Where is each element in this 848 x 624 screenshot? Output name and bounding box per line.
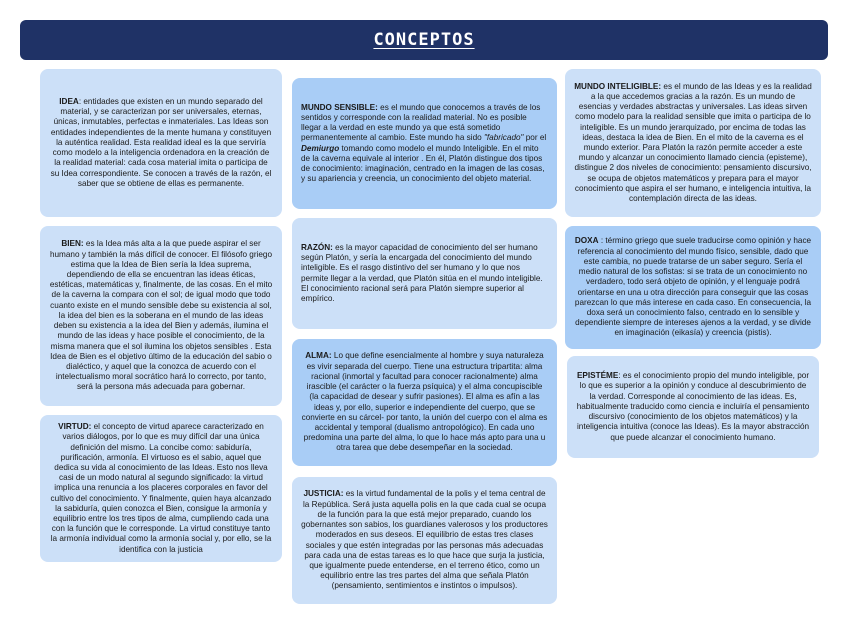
card-razon-body: es la mayor capacidad de conocimiento del ser humano según Platón, y sería la encargada del conocimiento del mundo inteligible. Es el rasgo distintivo del ser humano y lo que nos permite llegar a la verdad, que Platón sitúa en el mundo inteligible. El conocimiento racional será para Platón siempre superior al empírico.: [301, 242, 543, 303]
card-mundo-inteligible-body: es el mundo de las Ideas y es la realidad a la que accedemos gracias a la razón. Es un mundo de esencias y verdades abstractas y universales. Las ideas sirven como modelo para la realidad sensible que imita o participa de lo inteligible. Es un mundo jerarquizado, por encima de todas las ideas, destaca la idea de Bien. En el mito de la caverna es el mundo exterior. Para Platón la razón permite acceder a este mundo y alcanzar un conocimiento llamado ciencia (episteme), distingue 2 dos niveles de conocimiento: pensamiento discursivo, se ocupa de objetos matemáticos y prepara para el mayor conocimiento que aspira el ser humano, e inteligencia intuitiva, la contemplación directa de las ideas.: [574, 81, 812, 204]
card-virtud-text: [49, 422, 273, 555]
card-virtud: [40, 415, 282, 562]
card-virtud-body: el concepto de virtud aparece caracterizado en varios diálogos, por lo que es muy difícil dar una única definición del mismo. La concibe como: sabiduría, purificación, armonía. El virtuoso es el sabio, aquel que dedica su vida al conocimiento de las Ideas. Esto nos lleva casi de un modo natural al segundo significado: la virtud implica una renuncia a los placeres corporales en favor del cultivo del conocimiento. Y finalmente, quien haya alcanzado la sabiduría, quien conozca el Bien, consigue la armonía y equilibrio entre los tres tipos de alma, cumpliendo cada una con la función que le corresponde. La virtud constituye tanto la armonía individual como la armonía social y, por ello, se la identifica con la justicia: [50, 422, 272, 554]
card-mundo-inteligible-text: [574, 82, 812, 204]
card-idea: [40, 69, 282, 217]
card-doxa: [565, 226, 821, 349]
card-alma: [292, 339, 557, 466]
card-razon: [292, 218, 557, 329]
card-razon-text: [301, 243, 548, 304]
card-doxa-text: [574, 236, 812, 338]
card-mundo-sensible-body-b: "fabricado": [483, 133, 524, 143]
card-bien-term: BIEN:: [61, 239, 84, 249]
card-mundo-inteligible-term: MUNDO INTELIGIBLE:: [574, 81, 662, 91]
card-bien-text: [49, 239, 273, 392]
card-justicia: [292, 477, 557, 604]
card-mundo-sensible-body-a: es el mundo que conocemos a través de los sentidos y corresponde con la realidad material. No es posible llegar a la verdad en este mundo ya que está sometido permanentemente al cambio. Este mundo ha sido: [301, 102, 541, 143]
card-alma-body: Lo que define esencialmente al hombre y suya naturaleza es vivir separada del cuerpo. Tiene una estructura tripartita: alma racional (inmortal y facultad para conocer racionalmente) alma irascible (el carácter o la fuerza psíquica) y el alma concupiscible (la capacidad de desear y sufrir pasiones). El alma es afín a las ideas y, por ello, superior e independiente del cuerpo, que se convierte en su cárcel- por tanto, la unión del cuerpo con el alma es accidental y temporal (dualismo antropológico). En cada uno predomina una parte del alma, lo que lo hace más apto para una u otra tarea que debe desempeñar en la sociedad.: [301, 351, 548, 453]
card-justicia-term: JUSTICIA:: [303, 489, 344, 499]
card-mundo-sensible-term: MUNDO SENSIBLE:: [301, 102, 378, 112]
card-alma-text: [301, 351, 548, 453]
card-episteme-body: : es el conocimiento propio del mundo inteligible, por lo que es superior a la opinión y conduce al descubrimiento de la verdad. Corresponde al conocimiento de las ideas. Es, habitualmente traducido como ciencia e incluiría el pensamiento discursivo (conocimiento de los objetos matemáticos) y la inteligencia intuitiva (conoce las Ideas). Es la mayor abstracción que puede alcanzar el conocimiento humano.: [576, 371, 810, 442]
card-bien: [40, 226, 282, 406]
card-idea-text: [49, 97, 273, 189]
card-alma-term: ALMA:: [305, 351, 332, 361]
card-idea-body: : entidades que existen en un mundo separado del material, y se caracterizan por ser universales, eternas, únicas, inmutables, perfectas e inmateriales. Las Ideas son entidades independientes de la mente humana y constituyen la auténtica realidad. Esta realidad ideal es la que serviría como modelo a la inteligencia ordenadora en la creación de la realidad material: cada cosa material imita o participa de su Idea correspondiente. Se conocen a través de la razón, el saber que se obtiene de ellas es permanente.: [50, 97, 272, 188]
card-mundo-sensible: [292, 78, 557, 209]
card-doxa-term: DOXA: [574, 236, 599, 246]
card-mundo-sensible-body-d: Demiurgo: [301, 143, 340, 153]
card-episteme: [567, 356, 819, 458]
card-episteme-term: EPISTÉME: [576, 371, 619, 381]
page-header: [20, 20, 828, 60]
card-doxa-body: : término griego que suele traducirse como opinión y hace referencia al conocimiento del mundo físico, sensible, dado que este cambia, no puede tratarse de un saber seguro. Sería el medio natural de los sofistas: si se trata de un conocimiento no verdadero, todo será objeto de opinión, y el lenguaje podrá orientarse en una u otra dirección para conseguir que las cosas parezcan lo que más interese en cada caso. En consecuencia, la doxa será un conocimiento falso, centrado en lo sensible y dependiente siempre de intereses ajenos a la verdad, y se divide en imaginación (eikasía) y creencia (pistis).: [574, 236, 812, 338]
card-mundo-sensible-body-c: por el: [523, 133, 547, 143]
card-mundo-sensible-text: [301, 103, 548, 185]
card-razon-term: RAZÓN:: [301, 242, 333, 252]
card-idea-term: IDEA: [59, 97, 79, 107]
card-mundo-inteligible: [565, 69, 821, 217]
card-bien-body: es la Idea más alta a la que puede aspirar el ser humano y también la más difícil de conocer. El filósofo griego estima que la Idea de Bien sería la Idea suprema, dependiendo de ella se encuentran las ideas éticas, estéticas, matemáticas y, finalmente, de las cosas. En el mito de la caverna la compara con el sol; de igual modo que todo cuanto existe en el mundo sensible debe su existencia al sol, la idea del bien es la soberana en el mundo de las ideas deben su existencia a la idea del Bien y además, ilumina el mundo de las ideas y hace posible el conocimiento, de la misma manera que el sol ilumina los objetos sensibles . Esta Idea de Bien es el objetivo último de la educación del sabio o dialéctico, y aquel que la conozca de acuerdo con el intelectualismo moral socrático hará lo correcto, por tanto, será la persona más adecuada para gobernar.: [49, 239, 273, 392]
card-virtud-term: VIRTUD:: [58, 422, 92, 432]
card-justicia-text: [301, 489, 548, 591]
card-episteme-text: [576, 371, 810, 442]
card-mundo-sensible-body-e: tomando como modelo el mundo Inteligible. En el mito de la caverna equivale al interior . En él, Platón distingue dos tipos de conocimiento: imaginación, centrado en la imagen de las cosas, y su apariencia y creencia, un conocimiento del objeto material.: [301, 143, 545, 184]
card-justicia-body: es la virtud fundamental de la polis y el tema central de la República. Será justa aquella polis en la que cada cual se ocupa de la función para la que está mejor preparado, cuando los gobernantes son sabios, los guardianes valerosos y los productores moderados en sus deseos. El equilibrio de estas tres clases sociales y que estén integradas por las personas más adecuadas para cada una de estas tareas es lo que hace que surja la justicia, que igualmente puede entenderse, en el terreno ético, como un equilibrio entre las tres partes del alma que señala Platón (pensamiento, sentimientos e instintos o impulsos).: [301, 489, 548, 591]
page-title: CONCEPTOS: [373, 30, 475, 50]
